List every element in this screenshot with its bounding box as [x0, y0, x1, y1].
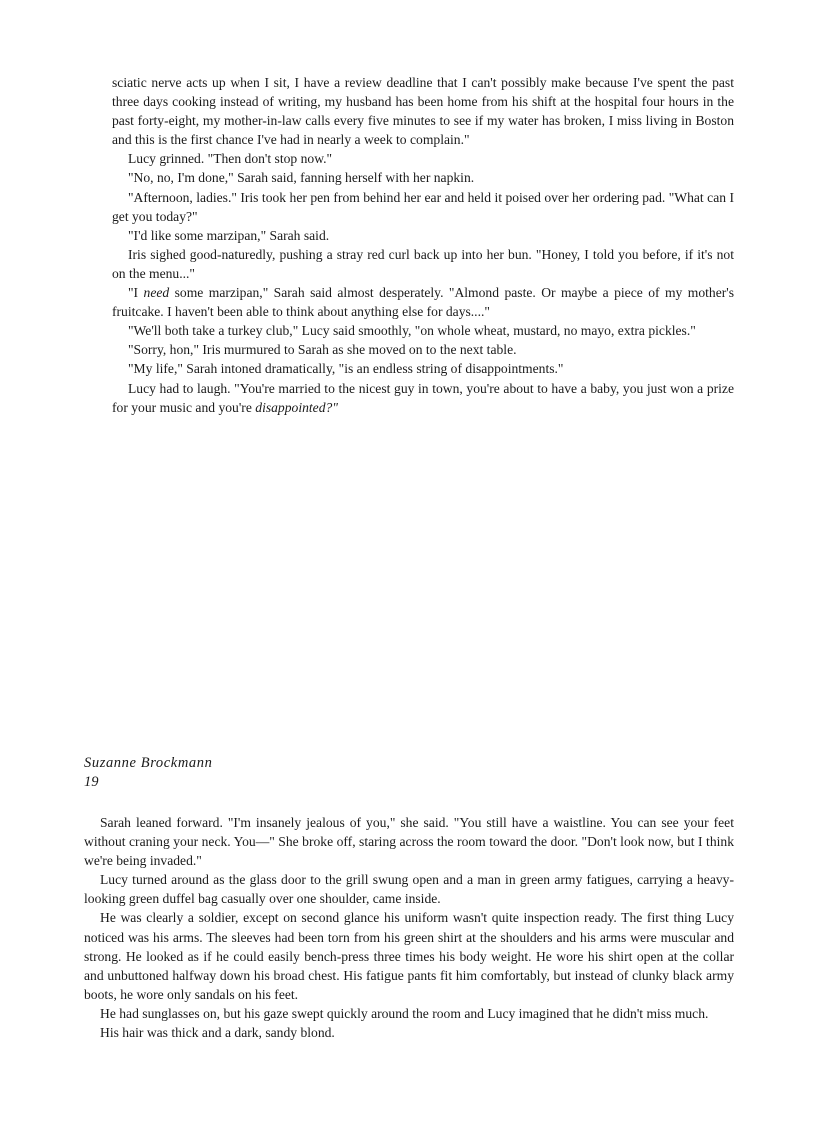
- paragraph: sciatic nerve acts up when I sit, I have a review deadline that I can't possibly make because I've spent the past three days cooking instead of writing, my husband has been home from his shift at the hospital four hours in the past forty-eight, my mother-in-law calls every five minutes to see if my water has broken, I miss living in Boston and this is the first chance I've had in nearly a week to complain.": [112, 75, 734, 148]
- paragraph: "Sorry, hon," Iris murmured to Sarah as she moved on to the next table.: [128, 342, 517, 358]
- paragraph: "I'd like some marzipan," Sarah said.: [128, 227, 330, 243]
- running-header-author: Suzanne Brockmann: [84, 755, 213, 771]
- paragraph: Lucy grinned. "Then don't stop now.": [128, 151, 333, 167]
- paragraph: "Afternoon, ladies." Iris took her pen from behind her ear and held it poised over her ordering pad. "What can I get you today?": [112, 189, 734, 224]
- paragraph: [112, 283, 734, 321]
- paragraph: Iris sighed good-naturedly, pushing a stray red curl back up into her bun. "Honey, I told you before, if it's not on the menu...": [112, 246, 734, 281]
- paragraph: Lucy turned around as the glass door to the grill swung open and a man in green army fatigues, carrying a heavy-looking green duffel bag casually over one shoulder, came inside.: [84, 872, 734, 907]
- top-text-block: [112, 73, 734, 417]
- text-run: some marzipan," Sarah said almost desperately. "Almond paste. Or maybe a piece of my mother's fruitcake. I haven't been able to think about anything else for days....": [112, 285, 734, 320]
- paragraph: [112, 379, 734, 417]
- page-number: 19: [84, 774, 99, 790]
- text-run: "I: [128, 285, 144, 301]
- emphasis-text: disappointed?": [255, 399, 339, 415]
- paragraph: Sarah leaned forward. "I'm insanely jealous of you," she said. "You still have a waistline. You can see your feet without craning your neck. You—" She broke off, staring across the room toward the door. "Don't look now, but I think we're being invaded.": [84, 815, 734, 869]
- bottom-text-block: [84, 813, 734, 1042]
- paragraph: "We'll both take a turkey club," Lucy said smoothly, "on whole wheat, mustard, no mayo, extra pickles.": [128, 323, 696, 339]
- emphasis-text: need: [143, 285, 170, 301]
- paragraph: "No, no, I'm done," Sarah said, fanning herself with her napkin.: [128, 170, 475, 186]
- paragraph: "My life," Sarah intoned dramatically, "is an endless string of disappointments.": [128, 361, 564, 377]
- text-run: Lucy had to laugh. "You're married to the nicest guy in town, you're about to have a baby, you just won a prize for your music and you're: [112, 380, 734, 415]
- paragraph: He had sunglasses on, but his gaze swept quickly around the room and Lucy imagined that he didn't miss much.: [100, 1005, 709, 1021]
- paragraph: His hair was thick and a dark, sandy blond.: [100, 1025, 335, 1041]
- paragraph: He was clearly a soldier, except on second glance his uniform wasn't quite inspection ready. The first thing Lucy noticed was his arms. The sleeves had been torn from his green shirt at the shoulders and his arms were muscular and strong. He looked as if he could easily bench-press three times his body weight. He wore his shirt open at the collar and unbuttoned halfway down his broad chest. His fatigue pants fit him comfortably, but instead of clunky black army boots, he wore only sandals on his feet.: [84, 910, 734, 1002]
